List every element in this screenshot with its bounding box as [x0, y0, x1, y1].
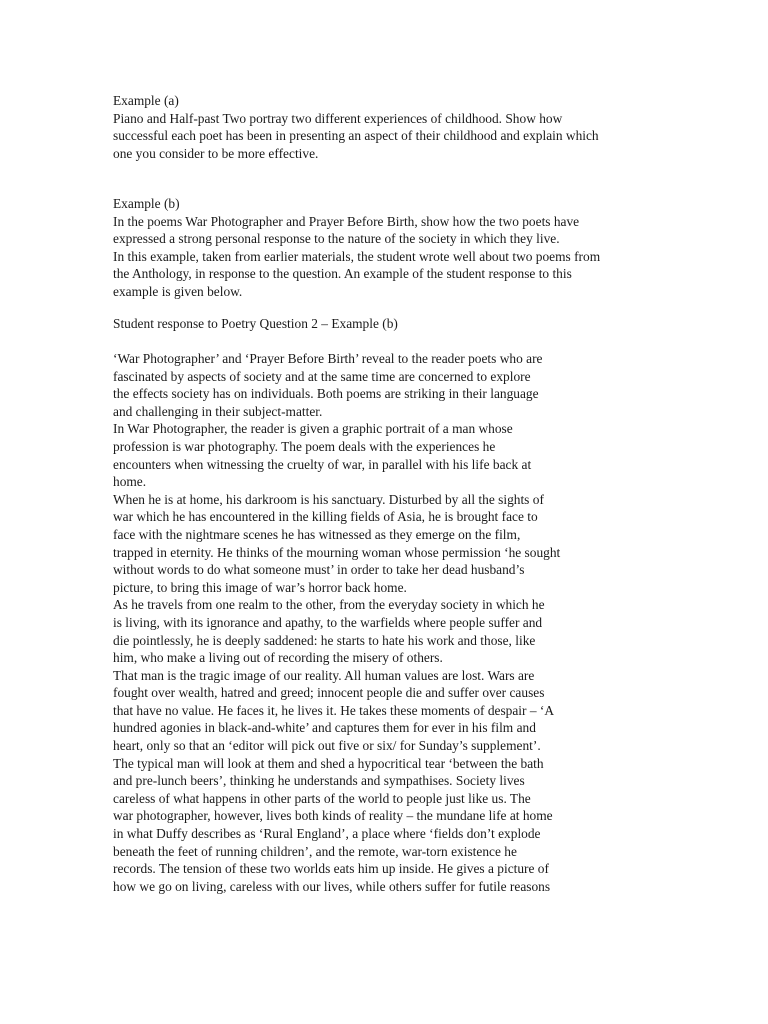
essay-line: As he travels from one realm to the other, from the everyday society in which he: [113, 597, 545, 613]
essay-line: beneath the feet of running children’, and the remote, war-torn existence he: [113, 843, 517, 859]
response-heading-section: [113, 315, 673, 333]
essay-line: fought over wealth, hatred and greed; innocent people die and suffer over causes: [113, 685, 545, 701]
essay-line: ‘War Photographer’ and ‘Prayer Before Birth’ reveal to the reader poets who are: [113, 351, 543, 366]
essay-line: profession is war photography. The poem deals with the experiences he: [113, 438, 496, 454]
example-b-section: [113, 195, 673, 301]
essay-line: careless of what happens in other parts of the world to people just like us. The: [113, 790, 531, 806]
example-b-question-line: expressed a strong personal response to the nature of the society in which they live.: [113, 231, 560, 247]
essay-line: In War Photographer, the reader is given a graphic portrait of a man whose: [113, 421, 513, 437]
example-a-question-line: successful each poet has been in presenting an aspect of their childhood and explain which: [113, 128, 599, 144]
response-heading: Student response to Poetry Question 2 – Example (b): [113, 316, 398, 331]
example-b-question-line: In the poems War Photographer and Prayer Before Birth, show how the two poets have: [113, 213, 580, 229]
essay-line: and challenging in their subject-matter.: [113, 403, 323, 419]
student-essay: [113, 350, 673, 895]
essay-line: face with the nightmare scenes he has witnessed as they emerge on the film,: [113, 526, 521, 542]
example-b-note-line: In this example, taken from earlier materials, the student wrote well about two poems from: [113, 248, 601, 264]
example-a-question-line: one you consider to be more effective.: [113, 145, 319, 161]
example-a-question-line: Piano and Half-past Two portray two different experiences of childhood. Show how: [113, 110, 563, 126]
essay-line: When he is at home, his darkroom is his sanctuary. Disturbed by all the sights of: [113, 491, 544, 507]
essay-line: trapped in eternity. He thinks of the mourning woman whose permission ‘he sought: [113, 544, 561, 560]
essay-line: records. The tension of these two worlds eats him up inside. He gives a picture of: [113, 861, 549, 877]
essay-line: in what Duffy describes as ‘Rural England’, a place where ‘fields don’t explode: [113, 826, 541, 842]
essay-line: fascinated by aspects of society and at the same time are concerned to explore: [113, 368, 531, 384]
essay-line: encounters when witnessing the cruelty of war, in parallel with his life back at: [113, 456, 532, 472]
essay-line: the effects society has on individuals. Both poems are striking in their language: [113, 386, 539, 402]
essay-line: hundred agonies in black-and-white’ and captures them for ever in his film and: [113, 720, 536, 736]
essay-line: how we go on living, careless with our lives, while others suffer for futile reasons: [113, 878, 551, 894]
essay-line: war photographer, however, lives both kinds of reality – the mundane life at home: [113, 808, 553, 824]
example-a-section: [113, 92, 673, 162]
essay-line: without words to do what someone must’ in order to take her dead husband’s: [113, 562, 525, 578]
essay-line: him, who make a living out of recording the misery of others.: [113, 650, 443, 666]
example-a-label: Example (a): [113, 93, 179, 108]
essay-line: war which he has encountered in the killing fields of Asia, he is brought face to: [113, 509, 538, 525]
example-b-note-line: the Anthology, in response to the question. An example of the student response to this: [113, 266, 572, 282]
example-b-note-line: example is given below.: [113, 283, 243, 299]
essay-line: picture, to bring this image of war’s horror back home.: [113, 579, 407, 595]
essay-line: that have no value. He faces it, he lives it. He takes these moments of despair – ‘A: [113, 702, 555, 718]
essay-line: heart, only so that an ‘editor will pick out five or six/ for Sunday’s supplement’.: [113, 738, 541, 754]
essay-line: The typical man will look at them and shed a hypocritical tear ‘between the bath: [113, 755, 544, 771]
essay-line: That man is the tragic image of our reality. All human values are lost. Wars are: [113, 667, 535, 683]
essay-line: is living, with its ignorance and apathy, to the warfields where people suffer and: [113, 614, 543, 630]
essay-line: home.: [113, 474, 147, 490]
essay-line: die pointlessly, he is deeply saddened: he starts to hate his work and those, like: [113, 632, 536, 648]
essay-line: and pre-lunch beers’, thinking he understands and sympathises. Society lives: [113, 773, 525, 789]
example-b-label: Example (b): [113, 196, 180, 211]
